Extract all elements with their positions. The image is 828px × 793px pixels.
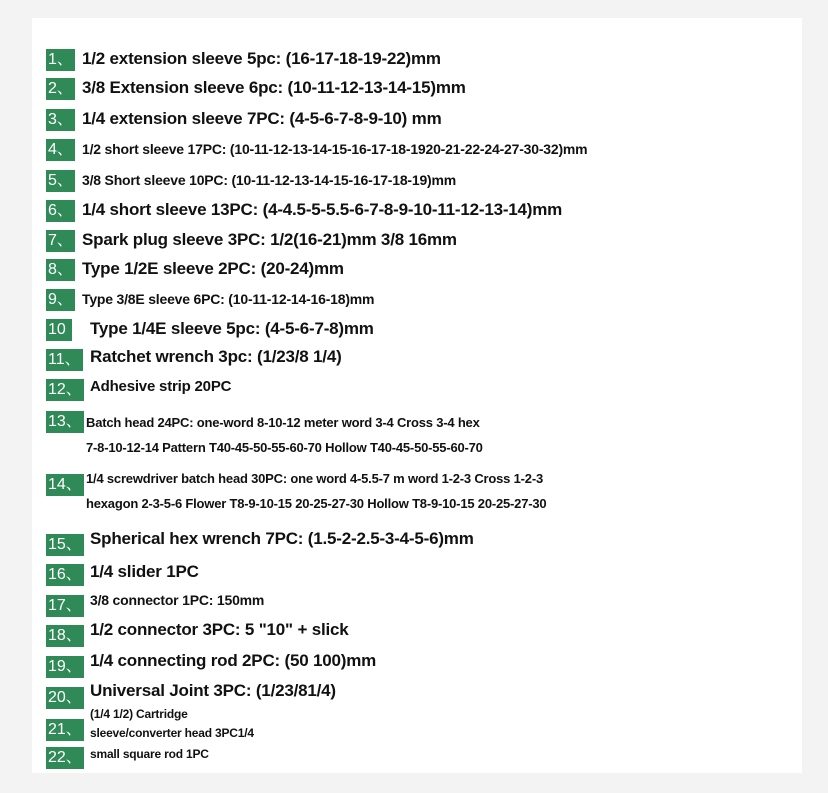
item-number-badge: 12、: [46, 379, 84, 401]
item-text: 1/2 extension sleeve 5pc: (16-17-18-19-22)mm: [82, 49, 441, 68]
item-text: 1/4 short sleeve 13PC: (4-4.5-5-5.5-6-7-8-9-10-11-12-13-14)mm: [82, 200, 563, 219]
item-text: 3/8 Short sleeve 10PC: (10-11-12-13-14-15-16-17-18-19)mm: [82, 172, 457, 188]
item-number-badge: 22、: [46, 747, 84, 769]
item-number-badge: 10: [46, 319, 72, 341]
item-number-badge: 3、: [46, 109, 75, 131]
item-text: Adhesive strip 20PC: [90, 378, 232, 395]
item-number-badge: 5、: [46, 170, 75, 192]
item-number-badge: 1、: [46, 49, 75, 71]
item-text: 1/4 screwdriver batch head 30PC: one word 4-5.5-7 m word 1-2-3 Cross 1-2-3: [86, 471, 543, 486]
item-number-badge: 13、: [46, 411, 84, 433]
item-number-badge: 4、: [46, 139, 75, 161]
item-number-badge: 16、: [46, 564, 84, 586]
item-text-continued: (1/4 1/2) Cartridge: [90, 707, 188, 721]
item-text: 1/4 extension sleeve 7PC: (4-5-6-7-8-9-10) mm: [82, 109, 442, 128]
item-number-badge: 18、: [46, 625, 84, 647]
item-text: Type 1/4E sleeve 5pc: (4-5-6-7-8)mm: [90, 319, 374, 338]
item-text: small square rod 1PC: [90, 747, 209, 761]
item-number-badge: 17、: [46, 595, 84, 617]
item-text: Type 1/2E sleeve 2PC: (20-24)mm: [82, 259, 344, 278]
item-number-badge: 11、: [46, 349, 83, 371]
item-text: Spherical hex wrench 7PC: (1.5-2-2.5-3-4-5-6)mm: [90, 529, 474, 548]
item-text: Batch head 24PC: one-word 8-10-12 meter word 3-4 Cross 3-4 hex: [86, 415, 480, 430]
item-text: 1/4 slider 1PC: [90, 562, 199, 581]
item-number-badge: 6、: [46, 200, 75, 222]
item-text: Universal Joint 3PC: (1/23/81/4): [90, 681, 336, 700]
item-text-continued: 7-8-10-12-14 Pattern T40-45-50-55-60-70 Hollow T40-45-50-55-60-70: [86, 440, 483, 455]
item-number-badge: 2、: [46, 78, 75, 100]
item-number-badge: 19、: [46, 656, 84, 678]
item-text: 1/4 connecting rod 2PC: (50 100)mm: [90, 651, 377, 670]
item-number-badge: 20、: [46, 687, 84, 709]
item-text: Ratchet wrench 3pc: (1/23/8 1/4): [90, 347, 342, 366]
item-text: 1/2 short sleeve 17PC: (10-11-12-13-14-15-16-17-18-1920-21-22-24-27-30-32)mm: [82, 141, 588, 157]
item-number-badge: 15、: [46, 534, 84, 556]
item-text: 3/8 connector 1PC: 150mm: [90, 592, 265, 608]
item-number-badge: 14、: [46, 474, 84, 496]
item-text: sleeve/converter head 3PC1/4: [90, 726, 254, 740]
item-number-badge: 9、: [46, 289, 75, 311]
item-text: 3/8 Extension sleeve 6pc: (10-11-12-13-14-15)mm: [82, 78, 466, 97]
item-text: 1/2 connector 3PC: 5 "10" + slick: [90, 620, 349, 639]
item-text: Spark plug sleeve 3PC: 1/2(16-21)mm 3/8 16mm: [82, 230, 457, 249]
item-text-continued: hexagon 2-3-5-6 Flower T8-9-10-15 20-25-27-30 Hollow T8-9-10-15 20-25-27-30: [86, 496, 547, 511]
spec-sheet: [32, 18, 802, 773]
item-text: Type 3/8E sleeve 6PC: (10-11-12-14-16-18)mm: [82, 291, 375, 307]
item-number-badge: 21、: [46, 719, 84, 741]
item-number-badge: 7、: [46, 230, 75, 252]
item-number-badge: 8、: [46, 259, 75, 281]
